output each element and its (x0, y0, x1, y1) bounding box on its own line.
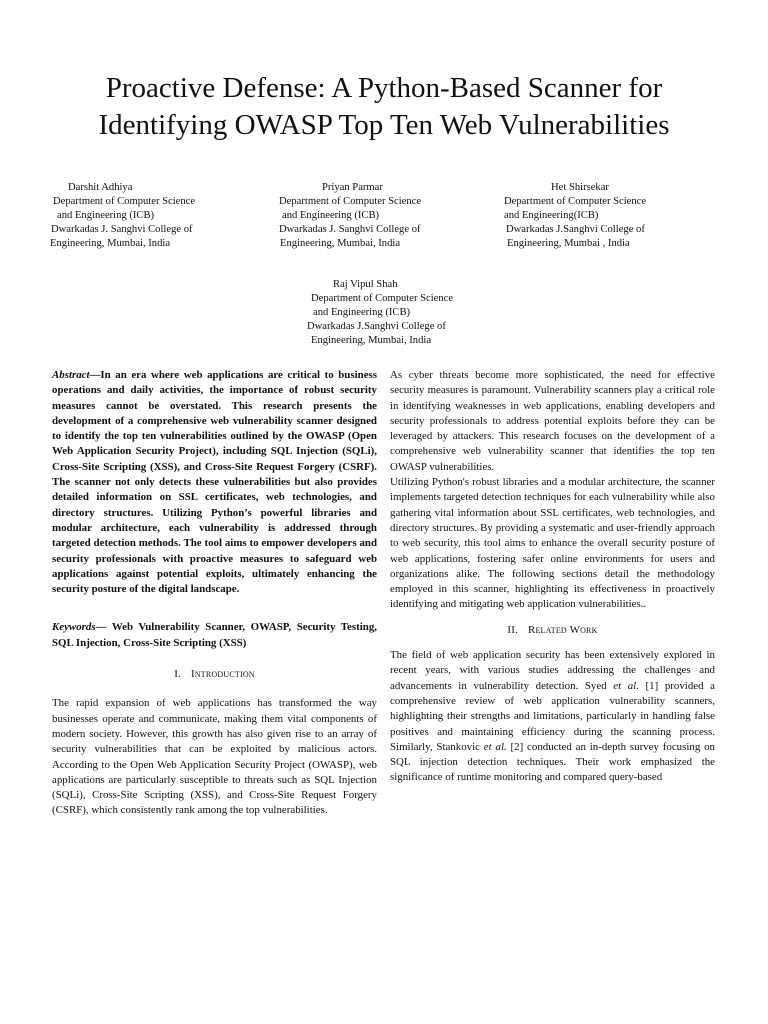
intro-paragraph-2: As cyber threats become more sophisticated, the need for effective security measures is paramount. Vulnerability scanners play a critical role in identifying weaknesses in web applications, enabling developers and security professionals to address potential exploits before they can be leveraged by attackers. This research focuses on the development of a comprehensive web vulnerability scanner that identifies the top ten OWASP vulnerabilities. (390, 369, 715, 473)
author-affiliation: Engineering, Mumbai , India (507, 238, 630, 249)
author-name: Het Shirsekar (551, 182, 609, 193)
keywords-text: Web Vulnerability Scanner, OWASP, Security Testing, SQL Injection, Cross-Site Scripting (XSS) (52, 621, 377, 649)
author-affiliation: Dwarkadas J. Sanghvi College of (51, 224, 193, 235)
related-text-c: [2] conducted an in-depth survey focusing on SQL injection detection techniques. Their work emphasized the significance of runtime monitoring and compared query-based (390, 740, 716, 784)
author-affiliation: Department of Computer Science (53, 196, 196, 207)
section-number: I. (174, 668, 181, 681)
section-title: Introduction (190, 668, 255, 681)
section-heading-related-work (390, 623, 715, 638)
abstract-dash: — (89, 369, 101, 381)
author-affiliation: Department of Computer Science (311, 293, 454, 304)
title-line-1: Proactive Defense: A Python-Based Scanner for (105, 72, 663, 104)
author-affiliation: Department of Computer Science (504, 196, 647, 207)
author-block-3 (504, 181, 646, 251)
abstract-text: In an era where web applications are critical to business operations and daily activities, the importance of robust security measures cannot be overstated. This research presents the development of a comprehensive web vulnerability scanner designed to identify the top ten vulnerabilities outlined by the OWASP (Open Web Application Security Project), including SQL Injection (SQLi), Cross-Site Scripting (XSS), and Cross-Site Request Forgery (CSRF). The scanner not only detects these vulnerabilities but also provides detailed information on SSL certificates, web technologies, and directory structures. Utilizing Python’s powerful libraries and modular architecture, each vulnerability is addressed through targeted detection methods. The tool aims to empower developers and security professionals with proactive measures to safeguard web applications against potential exploits, ultimately enhancing the security posture of the digital landscape. (52, 369, 377, 596)
title-line-2: Identifying OWASP Top Ten Web Vulnerabilities (98, 109, 670, 141)
author-affiliation: and Engineering(ICB) (504, 210, 599, 221)
keywords-dash: — (95, 621, 107, 634)
author-block-1 (50, 181, 195, 251)
author-block-2 (279, 181, 421, 251)
keywords (52, 620, 377, 651)
author-affiliation: Dwarkadas J.Sanghvi College of (506, 224, 645, 235)
author-affiliation: and Engineering (ICB) (282, 210, 380, 221)
section-number: II. (507, 623, 518, 636)
keywords-label: Keywords (52, 621, 96, 634)
author-name: Darshit Adhiya (68, 182, 133, 193)
left-column (52, 368, 377, 819)
section-title: Related Work (528, 623, 598, 636)
author-affiliation: Engineering, Mumbai, India (280, 238, 401, 249)
abstract (52, 368, 377, 597)
right-column (390, 368, 715, 786)
author-affiliation: Engineering, Mumbai, India (311, 335, 432, 346)
related-etal-2: et al. (483, 740, 507, 753)
author-affiliation: and Engineering (ICB) (57, 210, 155, 221)
related-work-paragraph (390, 648, 715, 786)
paper-title (30, 70, 738, 144)
author-affiliation: and Engineering (ICB) (313, 307, 411, 318)
author-block-4 (307, 278, 453, 348)
related-etal-1: et al. (613, 679, 639, 692)
author-affiliation: Dwarkadas J. Sanghvi College of (279, 224, 421, 235)
author-name: Priyan Parmar (322, 182, 383, 193)
author-affiliation: Engineering, Mumbai, India (50, 238, 171, 249)
abstract-label: Abstract (52, 369, 90, 381)
intro-paragraph-3: Utilizing Python's robust libraries and a modular architecture, the scanner implements targeted detection techniques for each vulnerability while also gathering vital information about SSL certificates, web technologies, and directory structures. By providing a systematic and user-friendly approach to web security, this tool aims to enhance the overall security posture of web applications, fostering safer online environments for users and organizations alike. The following sections detail the methodology employed in this scanner, highlighting its effectiveness in proactively identifying and mitigating web application vulnerabilities.. (390, 476, 715, 611)
section-heading-introduction (52, 667, 377, 682)
author-affiliation: Dwarkadas J.Sanghvi College of (307, 321, 446, 332)
related-text-a: The field of web application security has been extensively explored in recent years, with various studies addressing the challenges and advancements in vulnerability detection. Syed (390, 649, 715, 692)
author-name: Raj Vipul Shah (333, 279, 398, 290)
intro-paragraph-1: The rapid expansion of web applications has transformed the way businesses operate and communicate, making them vital components of modern society. However, this growth has also given rise to an array of security vulnerabilities that can be exploited by malicious actors. According to the Open Web Application Security Project (OWASP), web applications are particularly susceptible to threats such as SQL Injection (SQLi), Cross-Site Scripting (XSS), and Cross-Site Request Forgery (CSRF), which consistently rank among the top vulnerabilities. (52, 697, 377, 817)
author-affiliation: Department of Computer Science (279, 196, 422, 207)
related-text-b: [1] provided a comprehensive review of web application vulnerability scanners, highlighting their strengths and limitations, particularly in handling false positives and maintaining efficiency during the scanning process. Similarly, Stankovic (390, 679, 716, 753)
